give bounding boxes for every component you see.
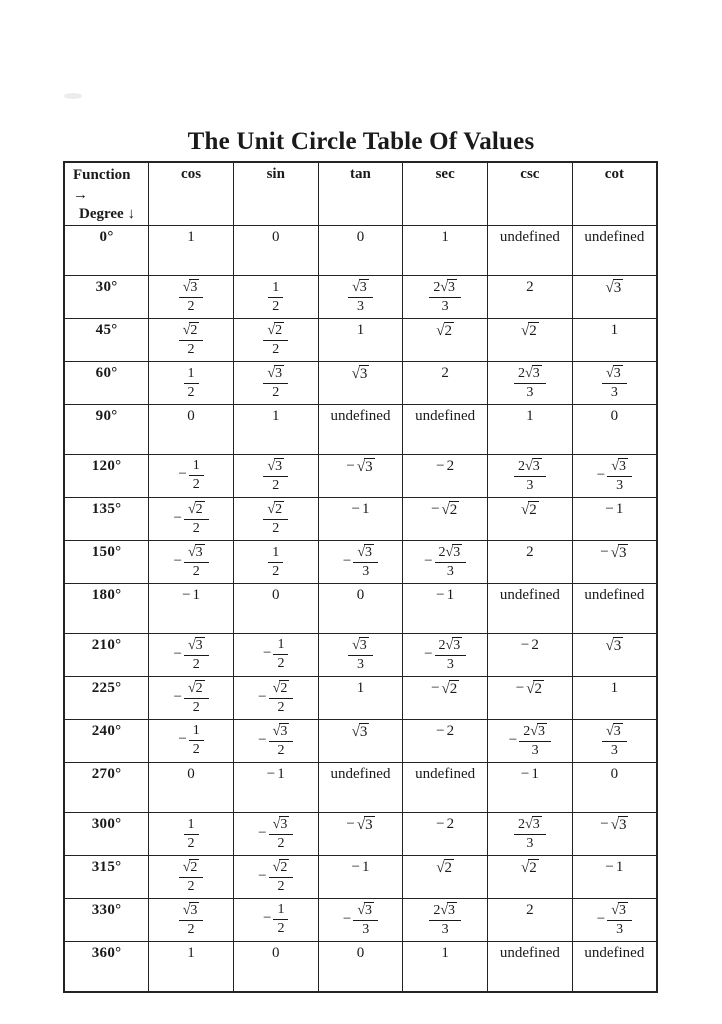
radical-sign: √3 bbox=[611, 458, 626, 474]
radical-sign: √3 bbox=[525, 458, 540, 474]
radical-sign: √2 bbox=[441, 501, 458, 518]
degree-label: 315° bbox=[64, 855, 149, 898]
table-row bbox=[64, 275, 657, 318]
value-cell-csc: 2 bbox=[488, 275, 573, 318]
table-header bbox=[64, 162, 657, 225]
value-cell-tan: 0 bbox=[318, 225, 403, 275]
degree-label: 0° bbox=[64, 225, 149, 275]
value-cell-cot: − 1 bbox=[572, 855, 657, 898]
value-cell-csc: − √2 bbox=[488, 676, 573, 719]
radical-sign: √3 bbox=[187, 637, 203, 653]
value-cell-sin: 0 bbox=[233, 583, 318, 633]
degree-label: 240° bbox=[64, 719, 149, 762]
value-cell-cos: $\frac{1}{2}$ bbox=[149, 812, 234, 855]
table-row bbox=[64, 719, 657, 762]
value-cell-cos: 1 bbox=[149, 225, 234, 275]
value-cell-cos: 0 bbox=[149, 762, 234, 812]
value-cell-sec bbox=[403, 318, 488, 361]
page-title: The Unit Circle Table Of Values bbox=[187, 128, 535, 155]
value-cell-cos: $\frac{√2}{2}$ bbox=[149, 318, 234, 361]
value-cell-cos: $\frac{√2}{2}$ bbox=[149, 855, 234, 898]
value-cell-tan: − 1 bbox=[318, 855, 403, 898]
degree-label: 300° bbox=[64, 812, 149, 855]
value-cell-sin: $\frac{1}{2}$ bbox=[233, 275, 318, 318]
value-cell-csc: − $\frac{2√3}{3}$ bbox=[488, 719, 573, 762]
value-cell-csc bbox=[488, 318, 573, 361]
value-cell-sec: 1 bbox=[403, 225, 488, 275]
value-cell-csc: − 2 bbox=[488, 633, 573, 676]
value-cell-sin: − $\frac{√2}{2}$ bbox=[233, 676, 318, 719]
value-cell-tan: $\frac{√3}{3}$ bbox=[318, 275, 403, 318]
value-cell-cot: − $\frac{√3}{3}$ bbox=[572, 898, 657, 941]
radical-sign: √3 bbox=[606, 723, 621, 739]
value-cell-csc: 1 bbox=[488, 404, 573, 454]
table-row bbox=[64, 633, 657, 676]
radical-sign: √2 bbox=[267, 501, 283, 517]
degree-label: 330° bbox=[64, 898, 149, 941]
radical-sign: √2 bbox=[182, 322, 198, 338]
radical-sign: √3 bbox=[445, 637, 461, 653]
radical-sign: √2 bbox=[526, 680, 542, 697]
radical-sign: √2 bbox=[272, 859, 288, 875]
value-cell-sin: − $\frac{√3}{2}$ bbox=[233, 719, 318, 762]
value-cell-tan: − √3 bbox=[318, 454, 403, 497]
radical-sign: √2 bbox=[436, 859, 453, 876]
value-cell-tan: undefined bbox=[318, 404, 403, 454]
degree-label: 360° bbox=[64, 941, 149, 992]
radical-sign: √3 bbox=[525, 365, 540, 381]
value-cell-sec: − √2 bbox=[403, 676, 488, 719]
table-row bbox=[64, 762, 657, 812]
degree-label: 180° bbox=[64, 583, 149, 633]
value-cell-sec: − 2 bbox=[403, 454, 488, 497]
degree-label: 135° bbox=[64, 497, 149, 540]
value-cell-cot bbox=[572, 275, 657, 318]
value-cell-cot: $\frac{√3}{3}$ bbox=[572, 361, 657, 404]
value-cell-sec: undefined bbox=[403, 404, 488, 454]
radical-sign: √3 bbox=[356, 816, 373, 833]
radical-sign: √3 bbox=[611, 902, 626, 918]
value-cell-tan bbox=[318, 361, 403, 404]
value-cell-csc: $\frac{2√3}{3}$ bbox=[488, 361, 573, 404]
value-cell-cot: 1 bbox=[572, 676, 657, 719]
value-cell-csc: $\frac{2√3}{3}$ bbox=[488, 454, 573, 497]
value-cell-sin: 1 bbox=[233, 404, 318, 454]
value-cell-cos: − $\frac{√2}{2}$ bbox=[149, 676, 234, 719]
table-row bbox=[64, 318, 657, 361]
radical-sign: √2 bbox=[272, 680, 288, 696]
table-row bbox=[64, 898, 657, 941]
radical-sign: √3 bbox=[267, 365, 283, 381]
value-cell-csc: 2 bbox=[488, 540, 573, 583]
unit-circle-table bbox=[63, 161, 658, 993]
corner-header bbox=[64, 162, 149, 225]
radical-sign: √2 bbox=[187, 680, 203, 696]
value-cell-cot: undefined bbox=[572, 941, 657, 992]
value-cell-cos: − $\frac{√2}{2}$ bbox=[149, 497, 234, 540]
radical-sign: √3 bbox=[272, 723, 288, 739]
value-cell-cos: $\frac{√3}{2}$ bbox=[149, 898, 234, 941]
value-cell-tan: − √3 bbox=[318, 812, 403, 855]
value-cell-cos: $\frac{√3}{2}$ bbox=[149, 275, 234, 318]
table-row bbox=[64, 812, 657, 855]
value-cell-cot: − √3 bbox=[572, 540, 657, 583]
value-cell-sec: − 1 bbox=[403, 583, 488, 633]
value-cell-sec: − $\frac{2√3}{3}$ bbox=[403, 633, 488, 676]
radical-sign: √3 bbox=[272, 816, 288, 832]
value-cell-tan: $\frac{√3}{3}$ bbox=[318, 633, 403, 676]
radical-sign: √2 bbox=[441, 680, 458, 697]
value-cell-sec: − 2 bbox=[403, 719, 488, 762]
faint-smudge-mark bbox=[64, 93, 82, 99]
radical-sign: √3 bbox=[267, 458, 283, 474]
radical-sign: √3 bbox=[187, 544, 203, 560]
table-row bbox=[64, 225, 657, 275]
unit-circle-table-body bbox=[64, 225, 657, 992]
degree-label: 60° bbox=[64, 361, 149, 404]
value-cell-tan: − $\frac{√3}{3}$ bbox=[318, 540, 403, 583]
radical-sign: √3 bbox=[440, 902, 455, 918]
value-cell-sec: 2 bbox=[403, 361, 488, 404]
value-cell-cot: 1 bbox=[572, 318, 657, 361]
value-cell-sin: − $\frac{1}{2}$ bbox=[233, 898, 318, 941]
degree-label: 270° bbox=[64, 762, 149, 812]
value-cell-csc: − 1 bbox=[488, 762, 573, 812]
radical-sign: √3 bbox=[605, 637, 622, 654]
radical-sign: √3 bbox=[525, 816, 540, 832]
value-cell-sin: 0 bbox=[233, 225, 318, 275]
value-cell-cos: $\frac{1}{2}$ bbox=[149, 361, 234, 404]
value-cell-tan: − 1 bbox=[318, 497, 403, 540]
function-axis-label: Function → bbox=[73, 167, 131, 203]
value-cell-sin: $\frac{√2}{2}$ bbox=[233, 497, 318, 540]
value-cell-sin: − $\frac{1}{2}$ bbox=[233, 633, 318, 676]
value-cell-csc: 2 bbox=[488, 898, 573, 941]
value-cell-tan: 1 bbox=[318, 318, 403, 361]
degree-label: 120° bbox=[64, 454, 149, 497]
value-cell-cos: − $\frac{1}{2}$ bbox=[149, 454, 234, 497]
degree-label: 90° bbox=[64, 404, 149, 454]
radical-sign: √3 bbox=[182, 902, 198, 918]
value-cell-tan: − $\frac{√3}{3}$ bbox=[318, 898, 403, 941]
radical-sign: √3 bbox=[610, 544, 627, 561]
value-cell-sec bbox=[403, 855, 488, 898]
radical-sign: √2 bbox=[521, 501, 537, 518]
value-cell-sin: − 1 bbox=[233, 762, 318, 812]
value-cell-cot: − √3 bbox=[572, 812, 657, 855]
col-header-sec: sec bbox=[403, 162, 488, 225]
value-cell-csc: undefined bbox=[488, 225, 573, 275]
value-cell-sin: − $\frac{√2}{2}$ bbox=[233, 855, 318, 898]
degree-label: 30° bbox=[64, 275, 149, 318]
table-row bbox=[64, 454, 657, 497]
col-header-cot: cot bbox=[572, 162, 657, 225]
radical-sign: √2 bbox=[521, 322, 537, 339]
value-cell-tan: 0 bbox=[318, 941, 403, 992]
value-cell-tan: 1 bbox=[318, 676, 403, 719]
value-cell-sec: 1 bbox=[403, 941, 488, 992]
radical-sign: √3 bbox=[352, 279, 367, 295]
table-row bbox=[64, 497, 657, 540]
value-cell-sin: 0 bbox=[233, 941, 318, 992]
radical-sign: √3 bbox=[351, 365, 368, 382]
value-cell-sin: − $\frac{√3}{2}$ bbox=[233, 812, 318, 855]
radical-sign: √3 bbox=[352, 637, 367, 653]
value-cell-cot bbox=[572, 633, 657, 676]
radical-sign: √3 bbox=[182, 279, 198, 295]
radical-sign: √2 bbox=[182, 859, 198, 875]
value-cell-cot: − 1 bbox=[572, 497, 657, 540]
value-cell-cot: undefined bbox=[572, 583, 657, 633]
header-row bbox=[64, 162, 657, 225]
radical-sign: √3 bbox=[357, 544, 373, 560]
table-row bbox=[64, 583, 657, 633]
value-cell-csc bbox=[488, 497, 573, 540]
table-row bbox=[64, 941, 657, 992]
value-cell-csc bbox=[488, 855, 573, 898]
degree-label: 225° bbox=[64, 676, 149, 719]
value-cell-cos: − $\frac{√3}{2}$ bbox=[149, 540, 234, 583]
table-row bbox=[64, 404, 657, 454]
radical-sign: √3 bbox=[445, 544, 461, 560]
value-cell-cos: 0 bbox=[149, 404, 234, 454]
degree-axis-label: Degree ↓ bbox=[79, 206, 135, 222]
value-cell-tan: undefined bbox=[318, 762, 403, 812]
radical-sign: √3 bbox=[605, 279, 622, 296]
radical-sign: √2 bbox=[521, 859, 537, 876]
col-header-cos: cos bbox=[149, 162, 234, 225]
radical-sign: √3 bbox=[356, 458, 373, 475]
value-cell-sec: $\frac{2√3}{3}$ bbox=[403, 898, 488, 941]
radical-sign: √3 bbox=[357, 902, 373, 918]
value-cell-sin: $\frac{√2}{2}$ bbox=[233, 318, 318, 361]
value-cell-csc: $\frac{2√3}{3}$ bbox=[488, 812, 573, 855]
degree-label: 45° bbox=[64, 318, 149, 361]
value-cell-cos: − 1 bbox=[149, 583, 234, 633]
value-cell-sin: $\frac{1}{2}$ bbox=[233, 540, 318, 583]
radical-sign: √3 bbox=[530, 723, 545, 739]
value-cell-csc: undefined bbox=[488, 583, 573, 633]
value-cell-cot: − $\frac{√3}{3}$ bbox=[572, 454, 657, 497]
value-cell-sec: $\frac{2√3}{3}$ bbox=[403, 275, 488, 318]
radical-sign: √3 bbox=[606, 365, 621, 381]
degree-label: 150° bbox=[64, 540, 149, 583]
value-cell-cot: 0 bbox=[572, 762, 657, 812]
value-cell-cot: $\frac{√3}{3}$ bbox=[572, 719, 657, 762]
value-cell-cot: 0 bbox=[572, 404, 657, 454]
value-cell-cot: undefined bbox=[572, 225, 657, 275]
table-row bbox=[64, 540, 657, 583]
radical-sign: √2 bbox=[436, 322, 453, 339]
value-cell-sec: undefined bbox=[403, 762, 488, 812]
radical-sign: √3 bbox=[351, 723, 368, 740]
value-cell-cos: − $\frac{√3}{2}$ bbox=[149, 633, 234, 676]
table-row bbox=[64, 676, 657, 719]
value-cell-cos: − $\frac{1}{2}$ bbox=[149, 719, 234, 762]
col-header-csc: csc bbox=[488, 162, 573, 225]
table-row bbox=[64, 361, 657, 404]
col-header-tan: tan bbox=[318, 162, 403, 225]
value-cell-cos: 1 bbox=[149, 941, 234, 992]
col-header-sin: sin bbox=[233, 162, 318, 225]
value-cell-sec: − √2 bbox=[403, 497, 488, 540]
value-cell-sin: $\frac{√3}{2}$ bbox=[233, 361, 318, 404]
value-cell-tan: 0 bbox=[318, 583, 403, 633]
value-cell-sin: $\frac{√3}{2}$ bbox=[233, 454, 318, 497]
radical-sign: √2 bbox=[187, 501, 203, 517]
value-cell-csc: undefined bbox=[488, 941, 573, 992]
radical-sign: √3 bbox=[440, 279, 455, 295]
value-cell-sec: − $\frac{2√3}{3}$ bbox=[403, 540, 488, 583]
table-row bbox=[64, 855, 657, 898]
degree-label: 210° bbox=[64, 633, 149, 676]
radical-sign: √2 bbox=[267, 322, 283, 338]
value-cell-sec: − 2 bbox=[403, 812, 488, 855]
radical-sign: √3 bbox=[610, 816, 627, 833]
value-cell-tan bbox=[318, 719, 403, 762]
